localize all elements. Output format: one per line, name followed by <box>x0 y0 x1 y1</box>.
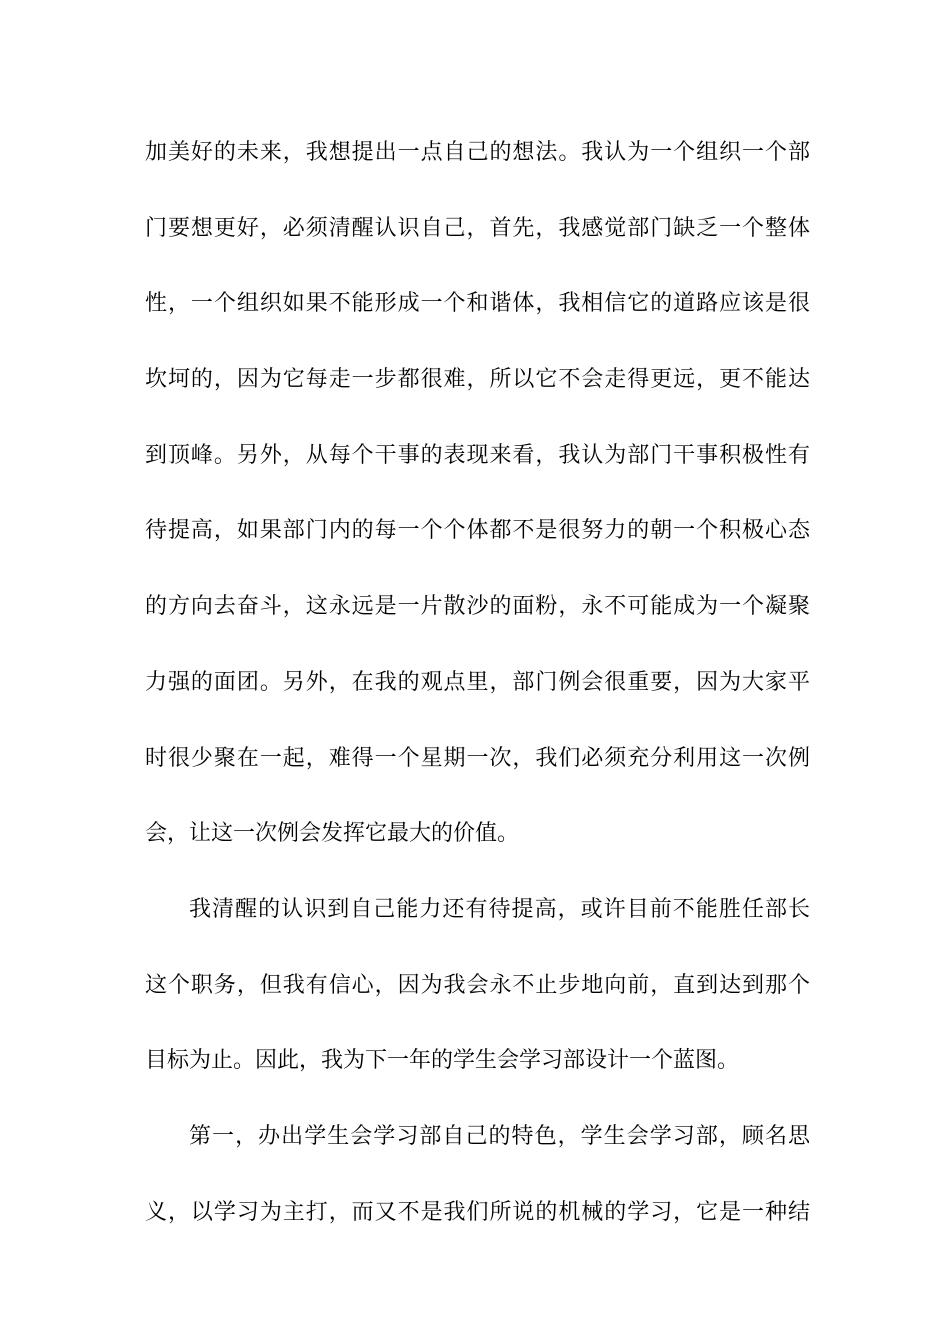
text-line: 加美好的未来，我想提出一点自己的想法。我认为一个组织一个部 <box>145 140 810 165</box>
text-line: 会，让这一次例会发挥它最大的价值。 <box>145 821 520 847</box>
text-line: 义，以学习为主打，而又不是我们所说的机械的学习，它是一种结 <box>145 1199 810 1225</box>
text-line: 第一，办出学生会学习部自己的特色，学生会学习部，顾名思 <box>189 1123 810 1149</box>
text-line: 坎坷的，因为它每走一步都很难，所以它不会走得更远，更不能达 <box>145 367 810 393</box>
document-body <box>145 130 810 1265</box>
text-line: 待提高，如果部门内的每一个个体都不是很努力的朝一个积极心态 <box>145 518 810 544</box>
text-line: 到顶峰。另外，从每个干事的表现来看，我认为部门干事积极性有 <box>145 442 810 468</box>
text-line: 门要想更好，必须清醒认识自己，首先，我感觉部门缺乏一个整体 <box>145 215 810 241</box>
text-line: 时很少聚在一起，难得一个星期一次，我们必须充分利用这一次例 <box>145 745 810 771</box>
text-line: 这个职务，但我有信心，因为我会永不止步地向前，直到达到那个 <box>145 972 810 998</box>
text-line: 目标为止。因此，我为下一年的学生会学习部设计一个蓝图。 <box>145 1048 740 1074</box>
text-line: 我清醒的认识到自己能力还有待提高，或许目前不能胜任部长 <box>189 896 810 922</box>
text-line: 力强的面团。另外，在我的观点里，部门例会很重要，因为大家平 <box>145 669 810 695</box>
text-line: 的方向去奋斗，这永远是一片散沙的面粉，永不可能成为一个凝聚 <box>145 594 810 620</box>
text-line: 性，一个组织如果不能形成一个和谐体，我相信它的道路应该是很 <box>145 291 810 317</box>
